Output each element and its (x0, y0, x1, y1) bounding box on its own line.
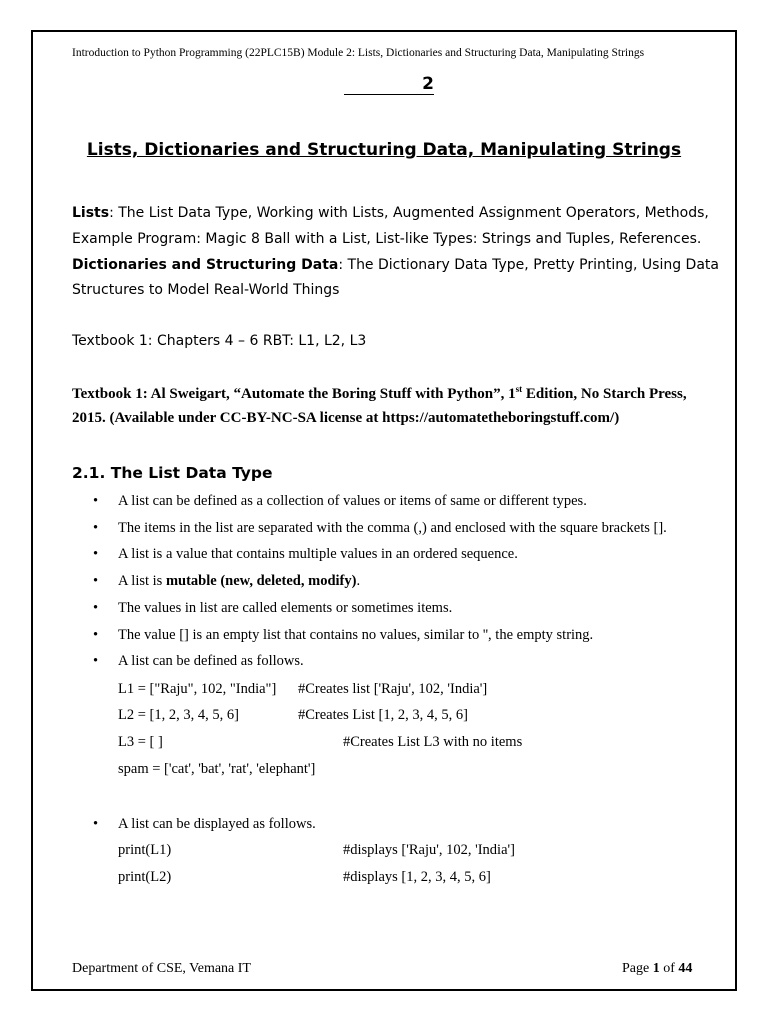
textbook-chapters: Textbook 1: Chapters 4 – 6 RBT: L1, L2, L3 (72, 333, 367, 349)
bullet-icon: • (93, 493, 99, 509)
code-comment: #Creates List L3 with no items (343, 734, 523, 750)
list-item (93, 627, 593, 644)
bullet-icon: • (93, 546, 99, 562)
bullet-icon: • (93, 600, 99, 616)
syllabus-lists-line (72, 205, 709, 221)
list-item (93, 520, 667, 537)
code-line: L3 = [ ] (118, 734, 163, 750)
textbook-reference-line-2: 2015. (Available under CC-BY-NC-SA license at https://automatetheboringstuff.com/) (72, 410, 620, 426)
list-item-text: A list can be displayed as follows. (118, 816, 316, 832)
page-word: Page (622, 961, 653, 976)
page-of: of (659, 961, 679, 976)
list-item-text: The value [] is an empty list that contains no values, similar to '', the empty string. (118, 627, 594, 643)
list-item-text: . (356, 573, 361, 589)
code-comment: #displays [1, 2, 3, 4, 5, 6] (343, 869, 491, 885)
page-current: 1 (652, 961, 660, 976)
section-heading: 2.1. The List Data Type (72, 464, 273, 482)
code-line: L2 = [1, 2, 3, 4, 5, 6] (118, 707, 239, 723)
list-item-text: A list can be defined as follows. (118, 653, 304, 669)
textbook-ref-publisher: Edition, No Starch Press, (522, 386, 687, 402)
textbook-reference-line-1 (72, 384, 687, 403)
mutable-emphasis: mutable (new, deleted, modify) (165, 573, 357, 589)
module-number: 2 (344, 74, 434, 95)
code-comment: #Creates list ['Raju', 102, 'India'] (298, 681, 488, 697)
dict-topics: : The Dictionary Data Type, Pretty Printing, Using Data (338, 257, 719, 273)
bullet-icon: • (93, 573, 99, 589)
syllabus-lists-line-2: Example Program: Magic 8 Ball with a List, List-like Types: Strings and Tuples, References. (72, 231, 702, 247)
edition-superscript: st (515, 384, 523, 394)
list-item-text: The items in the list are separated with the comma (,) and enclosed with the square brackets []. (118, 520, 667, 536)
dict-label: Dictionaries and Structuring Data (72, 257, 339, 273)
page-title: Lists, Dictionaries and Structuring Data, Manipulating Strings (86, 140, 682, 160)
code-line: print(L1) (118, 842, 172, 858)
code-line: spam = ['cat', 'bat', 'rat', 'elephant'] (118, 761, 316, 777)
bullet-icon: • (93, 653, 99, 669)
list-item-text: The values in list are called elements or sometimes items. (118, 600, 453, 616)
list-item (93, 573, 360, 590)
bullet-icon: • (93, 520, 99, 536)
list-item-text: A list is a value that contains multiple values in an ordered sequence. (118, 546, 518, 562)
code-comment: #Creates List [1, 2, 3, 4, 5, 6] (298, 707, 468, 723)
list-item (93, 816, 316, 833)
syllabus-dict-line-2: Structures to Model Real-World Things (72, 282, 340, 298)
lists-topics: : The List Data Type, Working with Lists, Augmented Assignment Operators, Methods, (109, 205, 709, 221)
list-item-text: A list can be defined as a collection of values or items of same or different types. (118, 493, 587, 509)
code-line: L1 = ["Raju", 102, "India"] (118, 681, 277, 697)
lists-label: Lists (72, 205, 110, 221)
list-item (93, 600, 452, 617)
list-item (93, 546, 518, 563)
list-item-text: A list is (118, 573, 166, 589)
running-header: Introduction to Python Programming (22PLC15B) Module 2: Lists, Dictionaries and Structuring Data, Manipulating Strings (72, 47, 645, 59)
syllabus-dict-line (72, 257, 719, 273)
code-line: print(L2) (118, 869, 172, 885)
code-comment: #displays ['Raju', 102, 'India'] (343, 842, 515, 858)
bullet-icon: • (93, 627, 99, 643)
bullet-icon: • (93, 816, 99, 832)
list-item (93, 493, 587, 510)
page-total: 44 (678, 961, 693, 976)
list-item (93, 653, 304, 670)
page-number (622, 961, 692, 977)
textbook-ref-text: Textbook 1: Al Sweigart, “Automate the Boring Stuff with Python”, 1 (72, 386, 516, 402)
footer-department: Department of CSE, Vemana IT (72, 961, 251, 976)
